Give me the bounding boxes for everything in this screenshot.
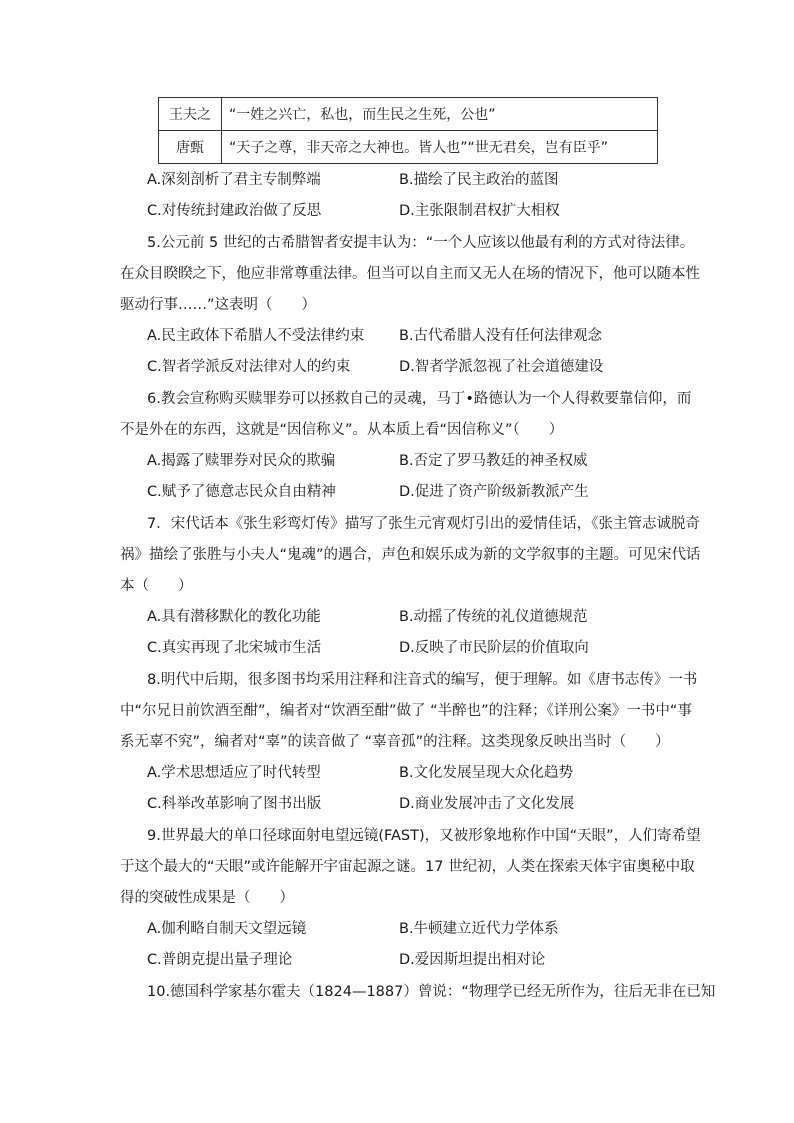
- q6-option-b[interactable]: B.否定了罗马教廷的神圣权威: [399, 453, 588, 469]
- q8-option-c[interactable]: C.科举改革影响了图书出版: [147, 796, 322, 812]
- table-cell-name: 唐甄: [159, 131, 222, 164]
- q9-stem-line-1: 9.世界最大的单口径球面射电望远镜(FAST)，又被形象地称作中国“天眼”，人们寄希望: [147, 828, 701, 844]
- q8-stem-line-1: 8.明代中后期，很多图书均采用注释和注音式的编写，便于理解。如《唐书志传》一书: [147, 672, 698, 688]
- q7-option-d[interactable]: D.反映了市民阶层的价值取向: [399, 640, 589, 656]
- q7-option-b[interactable]: B.动摇了传统的礼仪道德规范: [399, 609, 588, 625]
- q6-stem-line-2: 不是外在的东西，这就是“因信称义”。从本质上看“因信称义”（ ）: [120, 422, 564, 438]
- q5-option-b[interactable]: B.古代希腊人没有任何法律观念: [399, 328, 603, 344]
- q9-option-a[interactable]: A.伽利略自制天文望远镜: [147, 921, 307, 937]
- q8-option-a[interactable]: A.学术思想适应了时代转型: [147, 765, 321, 781]
- q5-option-d[interactable]: D.智者学派忽视了社会道德建设: [399, 359, 604, 375]
- q5-option-c[interactable]: C.智者学派反对法律对人的约束: [147, 359, 351, 375]
- q10-stem-line-1: 10.德国科学家基尔霍夫（1824—1887）曾说：“物理学已经无所作为，往后无非在已知: [147, 984, 716, 1000]
- q7-option-c[interactable]: C.真实再现了北宋城市生活: [147, 640, 322, 656]
- q6-option-c[interactable]: C.赋予了德意志民众自由精神: [147, 484, 336, 500]
- q8-stem-line-3: 系无辜不究”，编者对“辜”的读音做了 “辜音孤”的注释。这类现象反映出当时（ ）: [120, 734, 670, 750]
- q7-stem-line-3: 本（ ）: [120, 578, 193, 594]
- q6-option-d[interactable]: D.促进了资产阶级新教派产生: [399, 484, 589, 500]
- q8-stem-line-2: 中“尔兄日前饮酒至酣”，编者对“饮酒至酣”做了 “半醉也”的注释；《详刑公案》一书中“事: [120, 703, 692, 719]
- q4-option-a[interactable]: A.深刻剖析了君主专制弊端: [147, 172, 321, 188]
- q7-stem-line-2: 祸》描绘了张胜与小夫人“鬼魂”的遇合，声色和娱乐成为新的文学叙事的主题。可见宋代话: [120, 547, 701, 563]
- q6-option-a[interactable]: A.揭露了赎罪券对民众的欺骗: [147, 453, 336, 469]
- q5-stem-line-1: 5.公元前 5 世纪的古希腊智者安提丰认为：“一个人应该以他最有利的方式对待法律。: [147, 235, 695, 251]
- table-cell-quote: “天子之尊，非天帝之大神也。皆人也”“世无君矣，岂有臣乎”: [222, 131, 658, 164]
- q9-option-c[interactable]: C.普朗克提出量子理论: [147, 952, 293, 968]
- q5-stem-line-2: 在众目睽睽之下，他应非常尊重法律。但当可以自主而又无人在场的情况下，他可以随本性: [120, 266, 700, 282]
- q7-stem-line-1: 7．宋代话本《张生彩鸾灯传》描写了张生元宵观灯引出的爱情佳话，《张主管志诚脱奇: [147, 516, 700, 532]
- table-row: [159, 98, 658, 131]
- q4-option-d[interactable]: D.主张限制君权扩大相权: [399, 203, 560, 219]
- q5-stem-line-3: 驱动行事……”这表明（ ）: [120, 297, 317, 313]
- q5-option-a[interactable]: A.民主政体下希腊人不受法律约束: [147, 328, 365, 344]
- q4-option-c[interactable]: C.对传统封建政治做了反思: [147, 203, 322, 219]
- q6-stem-line-1: 6.教会宣称购买赎罪券可以拯救自己的灵魂，马丁•路德认为一个人得救要靠信仰，而: [147, 391, 692, 407]
- quote-table: [158, 97, 658, 164]
- q9-stem-line-3: 得的突破性成果是（ ）: [120, 890, 294, 906]
- q9-stem-line-2: 于这个最大的“天眼”或许能解开宇宙起源之谜。17 世纪初，人类在探索天体宇宙奥秘中取: [120, 859, 695, 875]
- table-cell-quote: “一姓之兴亡，私也，而生民之生死，公也”: [222, 98, 658, 131]
- q7-option-a[interactable]: A.具有潜移默化的教化功能: [147, 609, 321, 625]
- q9-option-b[interactable]: B.牛顿建立近代力学体系: [399, 921, 559, 937]
- q8-option-b[interactable]: B.文化发展呈现大众化趋势: [399, 765, 574, 781]
- table-cell-name: 王夫之: [159, 98, 222, 131]
- q8-option-d[interactable]: D.商业发展冲击了文化发展: [399, 796, 575, 812]
- q4-option-b[interactable]: B.描绘了民主政治的蓝图: [399, 172, 559, 188]
- table-row: [159, 131, 658, 164]
- q9-option-d[interactable]: D.爱因斯坦提出相对论: [399, 952, 546, 968]
